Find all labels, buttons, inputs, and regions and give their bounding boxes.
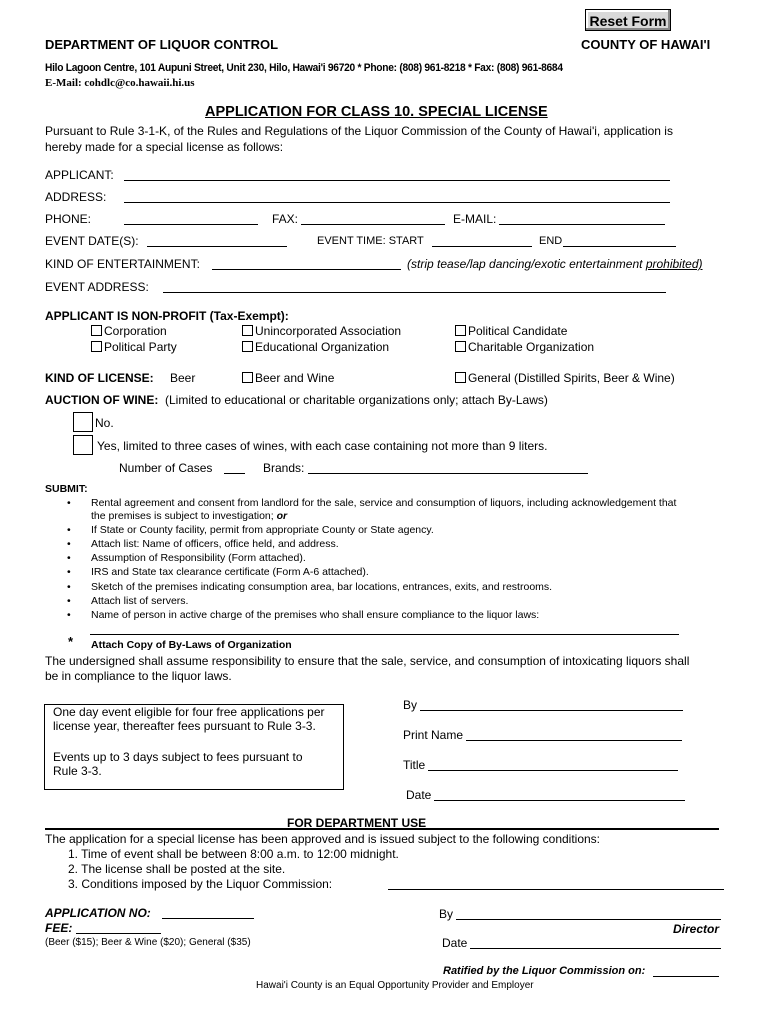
- fee-info-line-4: Rule 3-3.: [53, 764, 102, 778]
- fax-label: FAX:: [272, 212, 299, 226]
- director-by-label: By: [439, 907, 454, 921]
- office-email: E-Mail: cohdlc@co.hawaii.hi.us: [45, 77, 195, 89]
- applicant-label: APPLICANT:: [45, 168, 114, 182]
- checkbox-icon[interactable]: [455, 325, 466, 336]
- email-label: E-MAIL:: [453, 212, 497, 226]
- auction-yes-label: Yes, limited to three cases of wines, with each case containing not more than 9 liters.: [97, 439, 548, 453]
- brands-field[interactable]: [308, 473, 588, 474]
- department-name: DEPARTMENT OF LIQUOR CONTROL: [45, 37, 279, 52]
- title-label: Title: [403, 758, 426, 772]
- office-address: Hilo Lagoon Centre, 101 Aupuni Street, Unit 230, Hilo, Hawai'i 96720 * Phone: (808) 961-8218 * Fax: (808) 961-8684: [45, 62, 563, 74]
- person-in-charge-field[interactable]: [90, 634, 679, 635]
- event-end-label: END: [539, 235, 563, 247]
- date-field[interactable]: [434, 800, 685, 801]
- county-name: COUNTY OF HAWAI'I: [581, 37, 711, 52]
- ratified-label: Ratified by the Liquor Commission on:: [443, 965, 646, 977]
- condition-3: 3. Conditions imposed by the Liquor Commission:: [68, 877, 333, 891]
- ratified-date-field[interactable]: [653, 976, 719, 977]
- submit-item-7: • Attach list of servers.: [91, 595, 188, 607]
- director-date-field[interactable]: [470, 948, 721, 949]
- checkbox-icon[interactable]: [242, 325, 253, 336]
- phone-label: PHONE:: [45, 212, 92, 226]
- option-unincorporated-association[interactable]: Unincorporated Association: [242, 324, 401, 338]
- director-date-label: Date: [442, 936, 468, 950]
- applicant-field[interactable]: [124, 180, 670, 181]
- submit-item-5: • IRS and State tax clearance certificate (Form A-6 attached).: [91, 566, 369, 578]
- nonprofit-heading: APPLICANT IS NON-PROFIT (Tax-Exempt):: [45, 309, 289, 323]
- event-start-label: EVENT TIME: START: [317, 235, 424, 247]
- num-cases-label: Number of Cases: [119, 461, 213, 475]
- fee-info-line-2: license year, thereafter fees pursuant to Rule 3-3.: [53, 719, 316, 733]
- option-charitable-organization[interactable]: Charitable Organization: [455, 340, 594, 354]
- approved-text: The application for a special license has been approved and is issued subject to the following conditions:: [45, 832, 601, 846]
- option-political-candidate[interactable]: Political Candidate: [455, 324, 567, 338]
- condition-1: 1. Time of event shall be between 8:00 a.m. to 12:00 midnight.: [68, 847, 399, 861]
- submit-heading: SUBMIT:: [45, 483, 88, 495]
- checkbox-icon[interactable]: [455, 341, 466, 352]
- option-corporation[interactable]: Corporation: [91, 324, 167, 338]
- email-field[interactable]: [499, 224, 665, 225]
- submit-item-8: • Name of person in active charge of the premises who shall ensure compliance to the liquor laws:: [91, 609, 539, 621]
- bylaws-note: Attach Copy of By-Laws of Organization: [91, 639, 292, 651]
- event-address-field[interactable]: [163, 292, 666, 293]
- license-beer: Beer: [170, 371, 196, 385]
- option-political-party[interactable]: Political Party: [91, 340, 177, 354]
- checkbox-icon[interactable]: [242, 341, 253, 352]
- license-label: KIND OF LICENSE:: [45, 371, 154, 385]
- director-label: Director: [673, 922, 720, 936]
- entertainment-note: (strip tease/lap dancing/exotic entertainment prohibited): [407, 257, 703, 271]
- submit-item-1-cont: the premises is subject to investigation; or: [91, 510, 288, 522]
- auction-no-checkbox[interactable]: [73, 412, 93, 432]
- undersigned-line-2: be in compliance to the liquor laws.: [45, 669, 232, 683]
- fee-info-line-3: Events up to 3 days subject to fees pursuant to: [53, 750, 303, 764]
- intro-line-1: Pursuant to Rule 3-1-K, of the Rules and Regulations of the Liquor Commission of the County of Hawai'i, application is: [45, 124, 673, 138]
- fee-schedule: (Beer ($15); Beer & Wine ($20); General ($35): [45, 937, 251, 948]
- entertainment-field[interactable]: [212, 269, 401, 270]
- intro-line-2: hereby made for a special license as follows:: [45, 140, 284, 154]
- event-dates-field[interactable]: [147, 246, 287, 247]
- application-no-field[interactable]: [162, 918, 254, 919]
- auction-no-label: No.: [95, 416, 114, 430]
- undersigned-line-1: The undersigned shall assume responsibility to ensure that the sale, service, and consumption of intoxicating liquors shall: [45, 654, 690, 668]
- event-start-field[interactable]: [432, 246, 532, 247]
- phone-field[interactable]: [124, 224, 258, 225]
- submit-item-1: • Rental agreement and consent from landlord for the sale, service and consumption of liquors, including acknowledgement that: [91, 497, 676, 509]
- submit-item-3: • Attach list: Name of officers, office held, and address.: [91, 538, 339, 550]
- date-label: Date: [406, 788, 432, 802]
- fee-field[interactable]: [76, 933, 161, 934]
- fee-info-line-1: One day event eligible for four free applications per: [53, 705, 325, 719]
- footer-equal-opportunity: Hawai'i County is an Equal Opportunity Provider and Employer: [256, 980, 534, 991]
- form-title: APPLICATION FOR CLASS 10. SPECIAL LICENSE: [205, 104, 548, 120]
- license-general[interactable]: General (Distilled Spirits, Beer & Wine): [455, 371, 675, 385]
- event-dates-label: EVENT DATE(S):: [45, 234, 139, 248]
- submit-item-6: • Sketch of the premises indicating consumption area, bar locations, entrances, exits, and restrooms.: [91, 581, 552, 593]
- num-cases-field[interactable]: [224, 473, 245, 474]
- option-educational-organization[interactable]: Educational Organization: [242, 340, 389, 354]
- by-label: By: [403, 698, 418, 712]
- license-beer-wine[interactable]: Beer and Wine: [242, 371, 334, 385]
- address-field[interactable]: [124, 202, 670, 203]
- application-no-label: APPLICATION NO:: [45, 906, 151, 920]
- title-field[interactable]: [428, 770, 678, 771]
- submit-item-4: • Assumption of Responsibility (Form attached).: [91, 552, 306, 564]
- checkbox-icon[interactable]: [91, 341, 102, 352]
- brands-label: Brands:: [263, 461, 305, 475]
- condition-2: 2. The license shall be posted at the site.: [68, 862, 286, 876]
- print-name-field[interactable]: [466, 740, 682, 741]
- print-name-label: Print Name: [403, 728, 464, 742]
- fee-label: FEE:: [45, 921, 73, 935]
- commission-conditions-field[interactable]: [388, 889, 724, 890]
- checkbox-icon[interactable]: [455, 372, 466, 383]
- fee-info-box: [44, 704, 344, 790]
- bylaws-star: *: [68, 634, 74, 649]
- entertainment-label: KIND OF ENTERTAINMENT:: [45, 257, 200, 271]
- reset-form-button[interactable]: Reset Form: [585, 9, 671, 31]
- fax-field[interactable]: [301, 224, 445, 225]
- event-address-label: EVENT ADDRESS:: [45, 280, 149, 294]
- department-use-heading: FOR DEPARTMENT USE: [287, 816, 427, 830]
- by-field[interactable]: [420, 710, 683, 711]
- auction-yes-checkbox[interactable]: [73, 435, 93, 455]
- director-by-field[interactable]: [456, 919, 721, 920]
- checkbox-icon[interactable]: [91, 325, 102, 336]
- address-label: ADDRESS:: [45, 190, 107, 204]
- auction-line: AUCTION OF WINE: (Limited to educational or charitable organizations only; attach By-Laws): [45, 393, 548, 407]
- event-end-field[interactable]: [563, 246, 676, 247]
- checkbox-icon[interactable]: [242, 372, 253, 383]
- submit-item-2: • If State or County facility, permit from appropriate County or State agency.: [91, 524, 434, 536]
